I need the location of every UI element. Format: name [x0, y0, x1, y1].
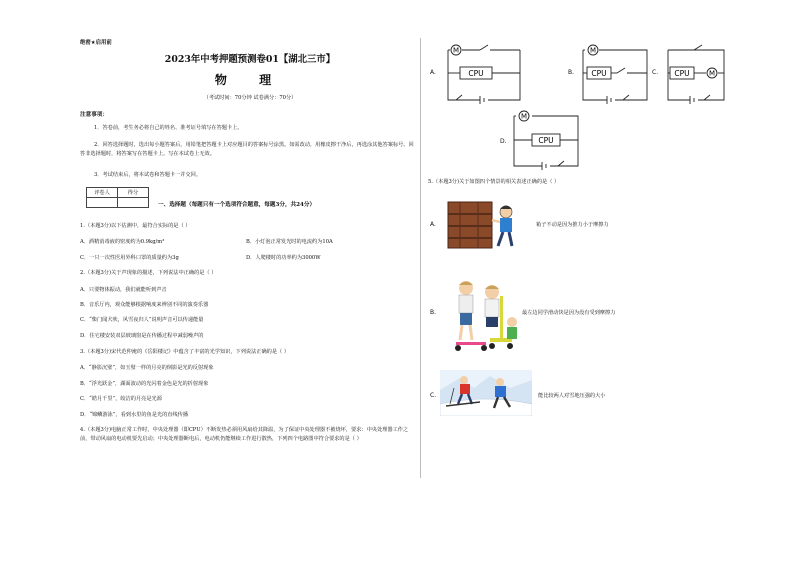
- question-5-option-a-label: A.: [430, 221, 436, 228]
- section-heading: 一、选择题（每题只有一个选项符合题意，每题3分，共24分）: [158, 202, 316, 208]
- question-3-option-c: C．“皓月千里”，皎洁的月亮是光源: [80, 396, 162, 402]
- cpu-symbol: CPU: [538, 136, 554, 145]
- circuit-a-diagram: [440, 38, 530, 106]
- circuit-d-label: D.: [500, 138, 507, 145]
- note-item: 2．回答选择题时，选出每小题答案后，用铅笔把答题卡上对应题目的答案标号涂黑。如需改动，用橡皮擦干净后，再选涂其他答案标号。回答非选择题时，将答案写在答题卡上。写在本试卷上无效。: [80, 142, 414, 157]
- question-1-option-b: B．小灯泡正常发光时的电流约为10A: [246, 239, 333, 245]
- question-3-stem: 3.（本题3分)宋代范仲淹的《岳阳楼记》中蕴含了丰富的光学知识，下列说法正确的是（ ）: [80, 349, 290, 355]
- question-5-stem: 5.（本题3分)关于如图四个情景的相关表述正确的是（ ）: [428, 179, 560, 185]
- score-header-score: 得分: [118, 188, 149, 198]
- motor-symbol: M: [708, 69, 716, 78]
- question-2-stem: 2.（本题3分)关于声现象的描述，下列说法中正确的是（ ）: [80, 270, 217, 276]
- circuit-c-diagram: [664, 38, 730, 106]
- question-3-option-a: A．“静影沉璧”，如玉璧一样的月亮的倒影是光的反射现象: [80, 365, 214, 371]
- cpu-symbol: CPU: [591, 69, 607, 78]
- scooter-children-illustration: [446, 276, 522, 356]
- secret-label: 绝密★启用前: [80, 40, 112, 46]
- question-2-option-b: B．音乐厅内，观众能够根据响度来辨别不同的演奏乐器: [80, 302, 209, 308]
- cpu-symbol: CPU: [468, 69, 484, 78]
- question-1-stem: 1.（本题3分)以下估测中，最符合实际的是（ ）: [80, 223, 191, 229]
- notes-heading: 注意事项：: [80, 112, 108, 118]
- column-divider: [420, 38, 421, 478]
- question-5-option-a-text: 箱子不动是因为推力小于摩擦力: [536, 222, 609, 228]
- snow-walkers-illustration: [440, 370, 532, 416]
- circuit-c-label: C.: [652, 69, 659, 76]
- question-1-option-d: D．人爬楼时的功率约为3000W: [246, 255, 321, 261]
- score-table: [86, 187, 149, 208]
- motor-symbol: M: [452, 46, 460, 55]
- motor-symbol: M: [520, 112, 528, 121]
- question-2-option-c: C．“柴门闻犬吠，风雪夜归人”说明声音可以传递能量: [80, 317, 204, 323]
- question-2-option-a: A．只要物体振动，我们就能听到声音: [80, 287, 167, 293]
- question-3-option-d: D．“锦鳞游泳”，看到水里的鱼是光的直线传播: [80, 412, 189, 418]
- question-5-option-c-text: 能比较两人对雪地压强的大小: [538, 393, 606, 399]
- circuit-b-diagram: [577, 38, 657, 106]
- question-5-option-b-label: B.: [430, 309, 437, 316]
- circuit-d-diagram: [508, 104, 588, 172]
- note-item: 1．答卷前，考生务必将自己的姓名、准考证号填写在答题卡上。: [94, 125, 243, 131]
- question-4-stem: 4.（本题3分)电脑正常工作时，中央处理器（即CPU）不断发热必须用风扇给其降温，为了保证中央处理器不被烧坏，要求：中央处理器工作之前，带动风扇的电动机要先启动；中央处理器断电后，电动机仍能继续工作进行散热，下列四个电路图中符合要求的是（ ）: [80, 427, 409, 442]
- score-cell-grader: [87, 198, 118, 208]
- question-3-option-b: B．“浮光跃金”，湖面波动的光闪着金色是光的折射现象: [80, 381, 209, 387]
- note-item: 3．考试结束后，将本试卷和答题卡一并交回。: [94, 172, 202, 178]
- question-1-option-a: A．酒精消毒液的密度约为0.9kg/m³: [80, 239, 165, 245]
- circuit-a-label: A.: [430, 69, 436, 76]
- question-1-option-c: C．一只一次性医用外科口罩的质量约为3g: [80, 255, 179, 261]
- question-5-option-c-label: C.: [430, 392, 437, 399]
- question-2-option-d: D．住宅楼安装双层玻璃窗是在传播过程中减弱噪声的: [80, 333, 204, 339]
- exam-info: （考试时间：70分钟 试卷满分：70分）: [203, 95, 297, 101]
- score-header-grader: 评卷人: [87, 188, 118, 198]
- crate-pushing-illustration: [440, 196, 530, 252]
- question-5-option-b-text: 最左边同学滑动快是因为没有受到摩擦力: [522, 310, 616, 316]
- score-cell-score: [118, 198, 149, 208]
- subject-title: 物 理: [214, 73, 286, 87]
- cpu-symbol: CPU: [674, 69, 690, 78]
- motor-symbol: M: [589, 46, 597, 55]
- circuit-b-label: B.: [568, 69, 575, 76]
- exam-title: 2023年中考押题预测卷01【湖北三市】: [164, 54, 336, 65]
